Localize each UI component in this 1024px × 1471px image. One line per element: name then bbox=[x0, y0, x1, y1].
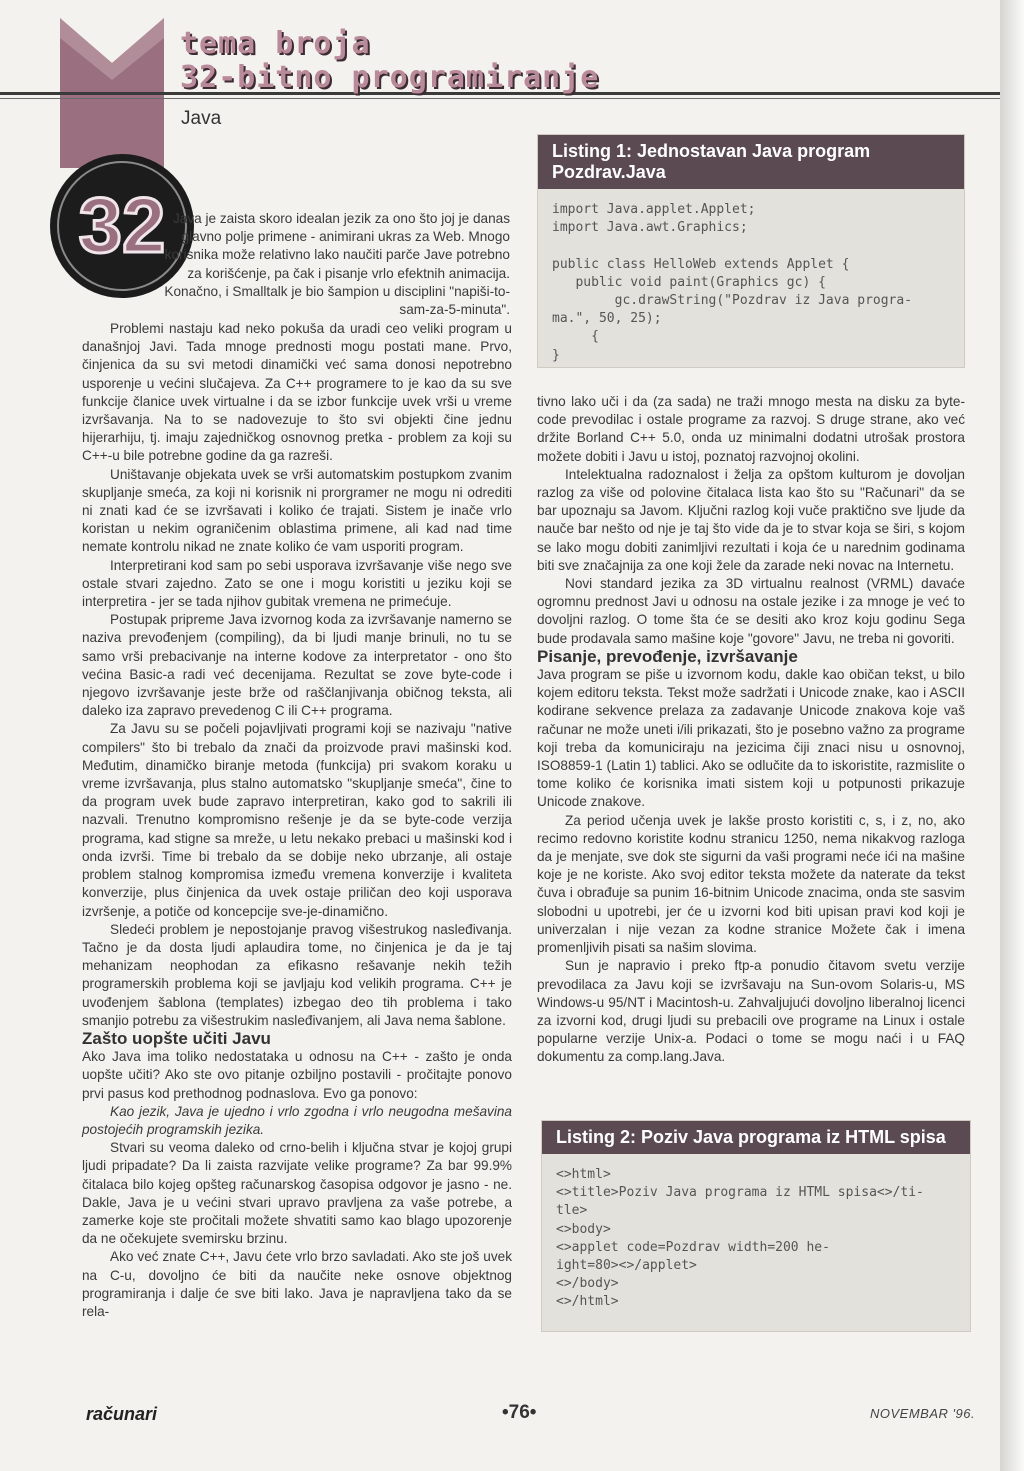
right-paragraph-1: tivno lako uči i da (za sada) ne traži mnogo mesta na disku za byte-code prevodilac i ostale programe za razvoj. S druge strane, ako već držite Borland C++ 5.0, onda uz minimalni dodatni utrošak prostora možete dobiti i Javu u istoj, poznatoj razvojnoj okolini. bbox=[537, 394, 965, 464]
listing-1-box bbox=[537, 134, 965, 368]
footer-issue-date: NOVEMBAR '96. bbox=[870, 1406, 976, 1421]
section-title: Java bbox=[181, 108, 222, 129]
left-subheading: Zašto uopšte učiti Javu bbox=[82, 1028, 271, 1048]
left-paragraph-5: Za Javu su se počeli pojavljivati programi koji se nazivaju "native compilers" što bi trebalo da znači da proizvode pravi mašinski kod. Međutim, dinamičko biranje metoda (funkcija) pri svakom koraku u vreme izvršavanja, plus stalno automatsko "skupljanje smeća", čine to da program uvek bude zapravo interpretiran, kako god to sakrili ili nazvali. Trenutno kompromisno rešenje je da se byte-code verzija programa, kad stigne sa mreže, u letu nekako prebaci u mašinski kod i onda izvrši. Time bi trebalo da se dobije neko ubrzanje, ali ostaje problem stalnog kompromisa između vremena konverzije i kvaliteta konverzije, plus činjenica da uvek ostaje priličan deo koji usporava izvršenje, a potiče od koncepcije sve-je-dinamično. bbox=[82, 721, 512, 919]
intro-paragraph: Java je zaista skoro idealan jezik za ono što joj je danas glavno polje primene - animirani ukras za Web. Mnogo korisnika može relativno lako naučiti parče Jave potrebno za korišćenje, pa čak i pisanje vrlo efektnih animacija. Konačno, i Smalltalk je bio šampion u disciplini "napiši-to-sam-za-5-minuta". bbox=[164, 211, 510, 318]
left-paragraph-7: Ako Java ima toliko nedostataka u odnosu na C++ - zašto je onda uopšte učiti? Ako ste ovo pitanje ozbiljno postavili - pročitajte ponovo prvi pasus kod prethodnog podnaslova. Evo ga ponovo: bbox=[82, 1049, 512, 1101]
right-paragraph-6: Sun je napravio i preko ftp-a ponudio čitavom svetu verzije prevodilaca za Javu koji se izvršavaju na Sun-ovom Solaris-u, MS Windows-u 95/NT i Macintosh-u. Zahvaljujući dovoljno liberalnoj licenci za izvorni kod, drugi ljudi su prebacili ove programe na Linux i ostale popularne verzije Unix-a. Podaci o tome se mogu naći i u FAQ dokumentu za comp.lang.Java. bbox=[537, 958, 965, 1065]
right-subheading: Pisanje, prevođenje, izvršavanje bbox=[537, 646, 798, 666]
left-paragraph-6: Sledeći problem je nepostojanje pravog višestrukog nasleđivanja. Tačno je da dosta ljudi aplaudira tome, no činjenica je da je taj mehanizam neophodan za efikasno rešavanje nekih težih programerskih problema koji se javljaju kod velikih programa. C++ je uvođenjem šablona (templates) izbegao deo tih problema i tako smanjio potrebu za višestrukim nasleđivanjem, ali Java nema šablone. bbox=[82, 921, 512, 1028]
right-column bbox=[537, 393, 965, 1067]
right-paragraph-4: Java program se piše u izvornom kodu, dakle kao običan tekst, u bilo kojem editoru teksta. Tekst može sadržati i Unicode znake, kao i ASCII kodirane sekvence prelaza za zadavanje Unicode znakova koje vaš računar ne može uneti i/ili prikazati, što je posebno važno za programe koji treba da komuniciraju na jezicima čiji znaci nisu u osnovnoj, ISO8859-1 (Latin 1) tablici. Ako se odlučite da to iskoristite, razmislite o tome koliko će korisnika imati sistem koji u potpunosti prikazuje Unicode znakove. bbox=[537, 667, 965, 810]
left-column bbox=[82, 320, 512, 1321]
page-edge-shadow bbox=[1000, 0, 1024, 1471]
kicker-line-2: 32-bitno programiranje bbox=[180, 60, 600, 95]
header-rule-thin bbox=[0, 98, 1000, 99]
listing-1-title: Listing 1: Jednostavan Java program Pozdrav.Java bbox=[538, 135, 964, 189]
left-paragraph-8: Stvari su veoma daleko od crno-belih i ključna stvar je kojoj grupi ljudi pripadate? Da li zaista razvijate velike programe? Za bar 99.9% čitalaca bilo kojeg opšteg računarskog časopisa odgovor je jasno - ne. Dakle, Java je u većini stvari upravo pravljena za vaše potrebe, a zamerke koje ste pročitali možete shvatiti samo kao blago upozorenje da ne očekujete svemirsku brzinu. bbox=[82, 1140, 512, 1247]
header-kicker bbox=[180, 26, 599, 96]
kicker-line-1: tema broja bbox=[180, 26, 371, 61]
footer-magazine-name: računari bbox=[86, 1404, 158, 1424]
left-paragraph-2: Uništavanje objekata uvek se vrši automatskim postupkom zvanim skupljanje smeća, za koji ni korisnik ni prorgramer ne mogu ni odrediti ni znati kad će se izvršavati i koliko će trajati. Sistem je inače vrlo koristan u nekim ograničenim oblastima primene, ali kad nad time nemate kontrolu nikad ne znate koliko će vam usporiti program. bbox=[82, 466, 512, 555]
badge-number: 32 bbox=[78, 181, 166, 269]
left-paragraph-4: Postupak pripreme Java izvornog koda za izvršavanje namerno se naziva prevođenjem (compiling), da bi ljudi manje brinuli, no tu se samo vrši prebacivanje na interne kodove za interpretator - ono što većina Basic-a radi već decenijama. Rezultat se zove byte-code i njegovo izvršavanje jeste brže od raščlanjivanja običnog teksta, ali daleko iza zapravo prevedenog C ili C++ programa. bbox=[82, 612, 512, 719]
left-quote: Kao jezik, Java je ujedno i vrlo zgodna i vrlo neugodna mešavina postojećih programskih jezika. bbox=[82, 1103, 512, 1137]
left-paragraph-1: Problemi nastaju kad neko pokuša da uradi ceo veliki program u današnjoj Javi. Tada mnoge prednosti mogu postati mane. Prvo, činjenica da su svi metodi dinamički već sama donosi nepotrebno usporenje u većini slučajeva. Za C++ programere to je kao da su sve funkcije članice uvek virtualne i da se izbor funkcije uvek vrši u vreme izvršavanja. Na to se nadovezuje to što svi objekti čine jednu hijerarhiju, tj. imaju zajedničkog osnovnog pretka - problem za koji su C++-u bile potrebne godine da ga razreši. bbox=[82, 321, 512, 464]
listing-2-title: Listing 2: Poziv Java programa iz HTML spisa bbox=[542, 1121, 970, 1154]
right-paragraph-2: Intelektualna radoznalost i želja za opštom kulturom je dovoljan razlog za više od polovine čitalaca lista kao što su "Računari" da se bar upoznaju sa Javom. Ključni razlog koji vuče praktično sve ljude da nauče bar nešto od nje je taj što vide da je to stvar koja se širi, s kojom se lako mogu dobiti zanimljivi rezultati i koja će u narednim godinama biti sve značajnija za one koji žele da zarade neki novac na Internetu. bbox=[537, 466, 965, 573]
right-paragraph-3: Novi standard jezika za 3D virtualnu realnost (VRML) davaće ogromnu prednost Javi u odnosu na ostale jezike i za mnoge je već to dovoljni razlog. O tome šta će se desiti ako kroz koju godinu Sega bude prodavala samo mašine koje "govore" Javu, ne treba ni govoriti. bbox=[537, 576, 965, 646]
listing-1-code: import Java.applet.Applet; import Java.awt.Graphics; public class HelloWeb extends Applet { public void paint(Graphics gc) { gc.drawString("Pozdrav iz Java progra- ma.", 50, 25); { } bbox=[552, 202, 913, 363]
left-paragraph-3: Interpretirani kod sam po sebi usporava izvršavanje više nego sve ostale stvari zajedno. Zato se one i mogu koristiti u jeziku koji se interpretira - jer se tada njihov gubitak vremena ne primećuje. bbox=[82, 557, 512, 610]
listing-2-code: <>html> <>title>Poziv Java programa iz HTML spisa<>/ti- tle> <>body> <>applet code=Pozdrav width=200 he- ight=80><>/applet> <>/body> <>/html> bbox=[556, 1167, 924, 1310]
footer-page-number: •76• bbox=[502, 1402, 537, 1423]
listing-2-box bbox=[541, 1120, 971, 1332]
right-paragraph-5: Za period učenja uvek je lakše prosto koristiti c, s, i z, no, ako recimo redovno koristite kodnu stranicu 1250, nema nikakvog razloga da je menjate, sve dok ste sigurni da vaši programi neće ići na mašine koje je ne koriste. Ako svoj editor teksta možete da naterate da tekst čuva i obrađuje sa punim 16-bitnim Unicode znacima, onda ste sasvim slobodni u upotrebi, jer će u izvorni kod biti upisan pravi kod koji je univerzalan i nije vezan za kodne stranice Možete čak i imena promenljivih pisati sa našim slovima. bbox=[537, 812, 965, 956]
left-paragraph-9: Ako već znate C++, Javu ćete vrlo brzo savladati. Ako ste još uvek na C-u, dovoljno će biti da naučite neke osnove objektnog programiranja i dalje će sve biti lako. Java je napravljena tako da se rela- bbox=[82, 1249, 512, 1319]
